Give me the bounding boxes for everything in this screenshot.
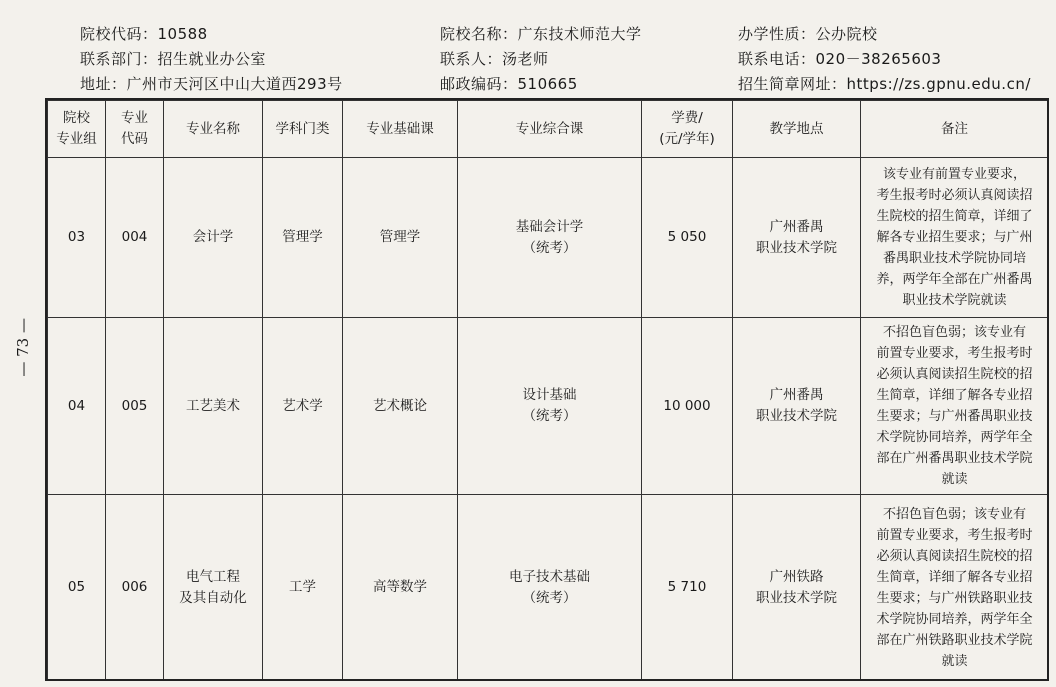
cell-name: [164, 495, 263, 681]
header-text: 学费/: [671, 110, 703, 126]
cell-name: [164, 158, 263, 318]
cell-note: [861, 495, 1049, 681]
header-text: 备注: [941, 120, 968, 137]
cell-note: [861, 318, 1049, 495]
header-group: [48, 101, 106, 158]
cell-line: 前置专业要求，考生报考时: [876, 527, 1033, 543]
header-name: [164, 101, 263, 158]
header-text: 学科门类: [275, 120, 330, 137]
cell-line: 职业技术学院: [756, 239, 837, 256]
header-text: (元/学年): [659, 131, 715, 147]
header-text: 院校: [63, 110, 90, 126]
cell-line: 生简章，详细了解各专业招: [876, 569, 1033, 585]
admission-website: 招生简章网址：https://zs.gpnu.edu.cn/: [738, 75, 1031, 93]
cell-line: 生要求；与广州番禺职业技: [876, 409, 1033, 424]
cell-tuition: 10 000: [642, 318, 733, 495]
cell-category: 工学: [263, 495, 343, 681]
cell-line: 不招色盲色弱；该专业有: [882, 325, 1026, 340]
cell-line: 解各专业招生要求；与广州: [876, 230, 1033, 245]
header-comprehensive: [458, 101, 642, 158]
cell-note: [861, 158, 1049, 318]
header-tuition: [642, 101, 733, 158]
cell-line: 工艺美术: [186, 397, 240, 414]
cell-line: 术学院协同培养，两学年全: [876, 430, 1033, 445]
header-text: 专业组: [56, 131, 97, 147]
contact-department: 联系部门：招生就业办公室: [80, 50, 267, 68]
cell-line: 番禺职业技术学院协同培: [882, 251, 1026, 266]
cell-line: 会计学: [192, 229, 234, 245]
cell-line: 前置专业要求，考生报考时: [876, 346, 1033, 361]
school-info-header: [0, 0, 1056, 100]
cell-line: 生简章，详细了解各专业招: [876, 388, 1033, 403]
cell-line: 养，两学年全部在广州番禺: [876, 272, 1033, 287]
header-text: 专业基础课: [366, 120, 434, 137]
table-header-row: [48, 101, 1049, 158]
cell-line: 电气工程: [186, 568, 240, 585]
cell-location: [733, 495, 861, 681]
header-category: [263, 101, 343, 158]
cell-line: （统考）: [522, 408, 577, 424]
cell-code: 006: [106, 495, 164, 681]
cell-line: 及其自动化: [179, 589, 247, 606]
header-text: 专业名称: [186, 120, 240, 137]
cell-basic: 高等数学: [343, 495, 458, 681]
cell-comprehensive: [458, 495, 642, 681]
cell-group: 04: [48, 318, 106, 495]
cell-tuition: 5 050: [642, 158, 733, 318]
cell-group: 03: [48, 158, 106, 318]
cell-line: 生院校的招生简章，详细了: [876, 209, 1033, 224]
cell-line: （统考）: [522, 589, 577, 606]
header-code: [106, 101, 164, 158]
cell-line: 部在广州番禺职业技术学院: [876, 451, 1033, 466]
cell-line: 广州番禺: [769, 218, 824, 235]
header-text: 专业: [121, 110, 148, 126]
major-table: [47, 100, 1049, 681]
cell-line: 不招色盲色弱；该专业有: [882, 506, 1026, 522]
cell-line: 必须认真阅读招生院校的招: [876, 367, 1033, 382]
cell-line: 广州番禺: [769, 387, 824, 403]
cell-line: 生要求；与广州铁路职业技: [876, 590, 1033, 606]
cell-line: 电子技术基础: [509, 568, 590, 585]
cell-line: 术学院协同培养，两学年全: [876, 611, 1033, 627]
cell-name: [164, 318, 263, 495]
cell-line: 职业技术学院: [756, 589, 837, 606]
cell-location: [733, 158, 861, 318]
header-text: 专业综合课: [515, 120, 584, 137]
cell-basic: 管理学: [343, 158, 458, 318]
cell-category: 艺术学: [263, 318, 343, 495]
cell-line: 考生报考时必须认真阅读招: [876, 188, 1033, 203]
cell-line: 就读: [941, 653, 968, 669]
cell-line: 职业技术学院: [756, 408, 837, 424]
postcode: 邮政编码：510665: [440, 75, 578, 93]
contact-person: 联系人：汤老师: [440, 50, 549, 68]
cell-line: 基础会计学: [515, 218, 584, 235]
cell-line: 广州铁路: [769, 568, 824, 585]
cell-group: 05: [48, 495, 106, 681]
school-type: 办学性质：公办院校: [738, 25, 878, 43]
cell-line: 该专业有前置专业要求，: [882, 167, 1026, 182]
cell-location: [733, 318, 861, 495]
cell-line: 设计基础: [522, 387, 577, 403]
cell-basic: 艺术概论: [343, 318, 458, 495]
cell-code: 004: [106, 158, 164, 318]
table-row: [48, 158, 1049, 318]
cell-line: 职业技术学院就读: [902, 293, 1007, 308]
cell-line: 就读: [941, 472, 968, 487]
cell-tuition: 5 710: [642, 495, 733, 681]
address: 地址：广州市天河区中山大道西293号: [80, 75, 343, 93]
header-text: 代码: [121, 131, 148, 147]
page-number: — 73 —: [14, 318, 32, 377]
cell-line: 必须认真阅读招生院校的招: [876, 548, 1033, 564]
cell-line: 部在广州铁路职业技术学院: [876, 632, 1033, 648]
cell-code: 005: [106, 318, 164, 495]
cell-category: 管理学: [263, 158, 343, 318]
table-row: [48, 318, 1049, 495]
cell-line: （统考）: [522, 239, 577, 256]
contact-phone: 联系电话：020－38265603: [738, 50, 942, 68]
cell-comprehensive: [458, 158, 642, 318]
table-row: [48, 495, 1049, 681]
header-note: [861, 101, 1049, 158]
cell-comprehensive: [458, 318, 642, 495]
school-code: 院校代码：10588: [80, 25, 208, 43]
header-basic: [343, 101, 458, 158]
header-location: [733, 101, 861, 158]
school-name: 院校名称：广东技术师范大学: [440, 25, 642, 43]
header-text: 教学地点: [769, 120, 824, 137]
